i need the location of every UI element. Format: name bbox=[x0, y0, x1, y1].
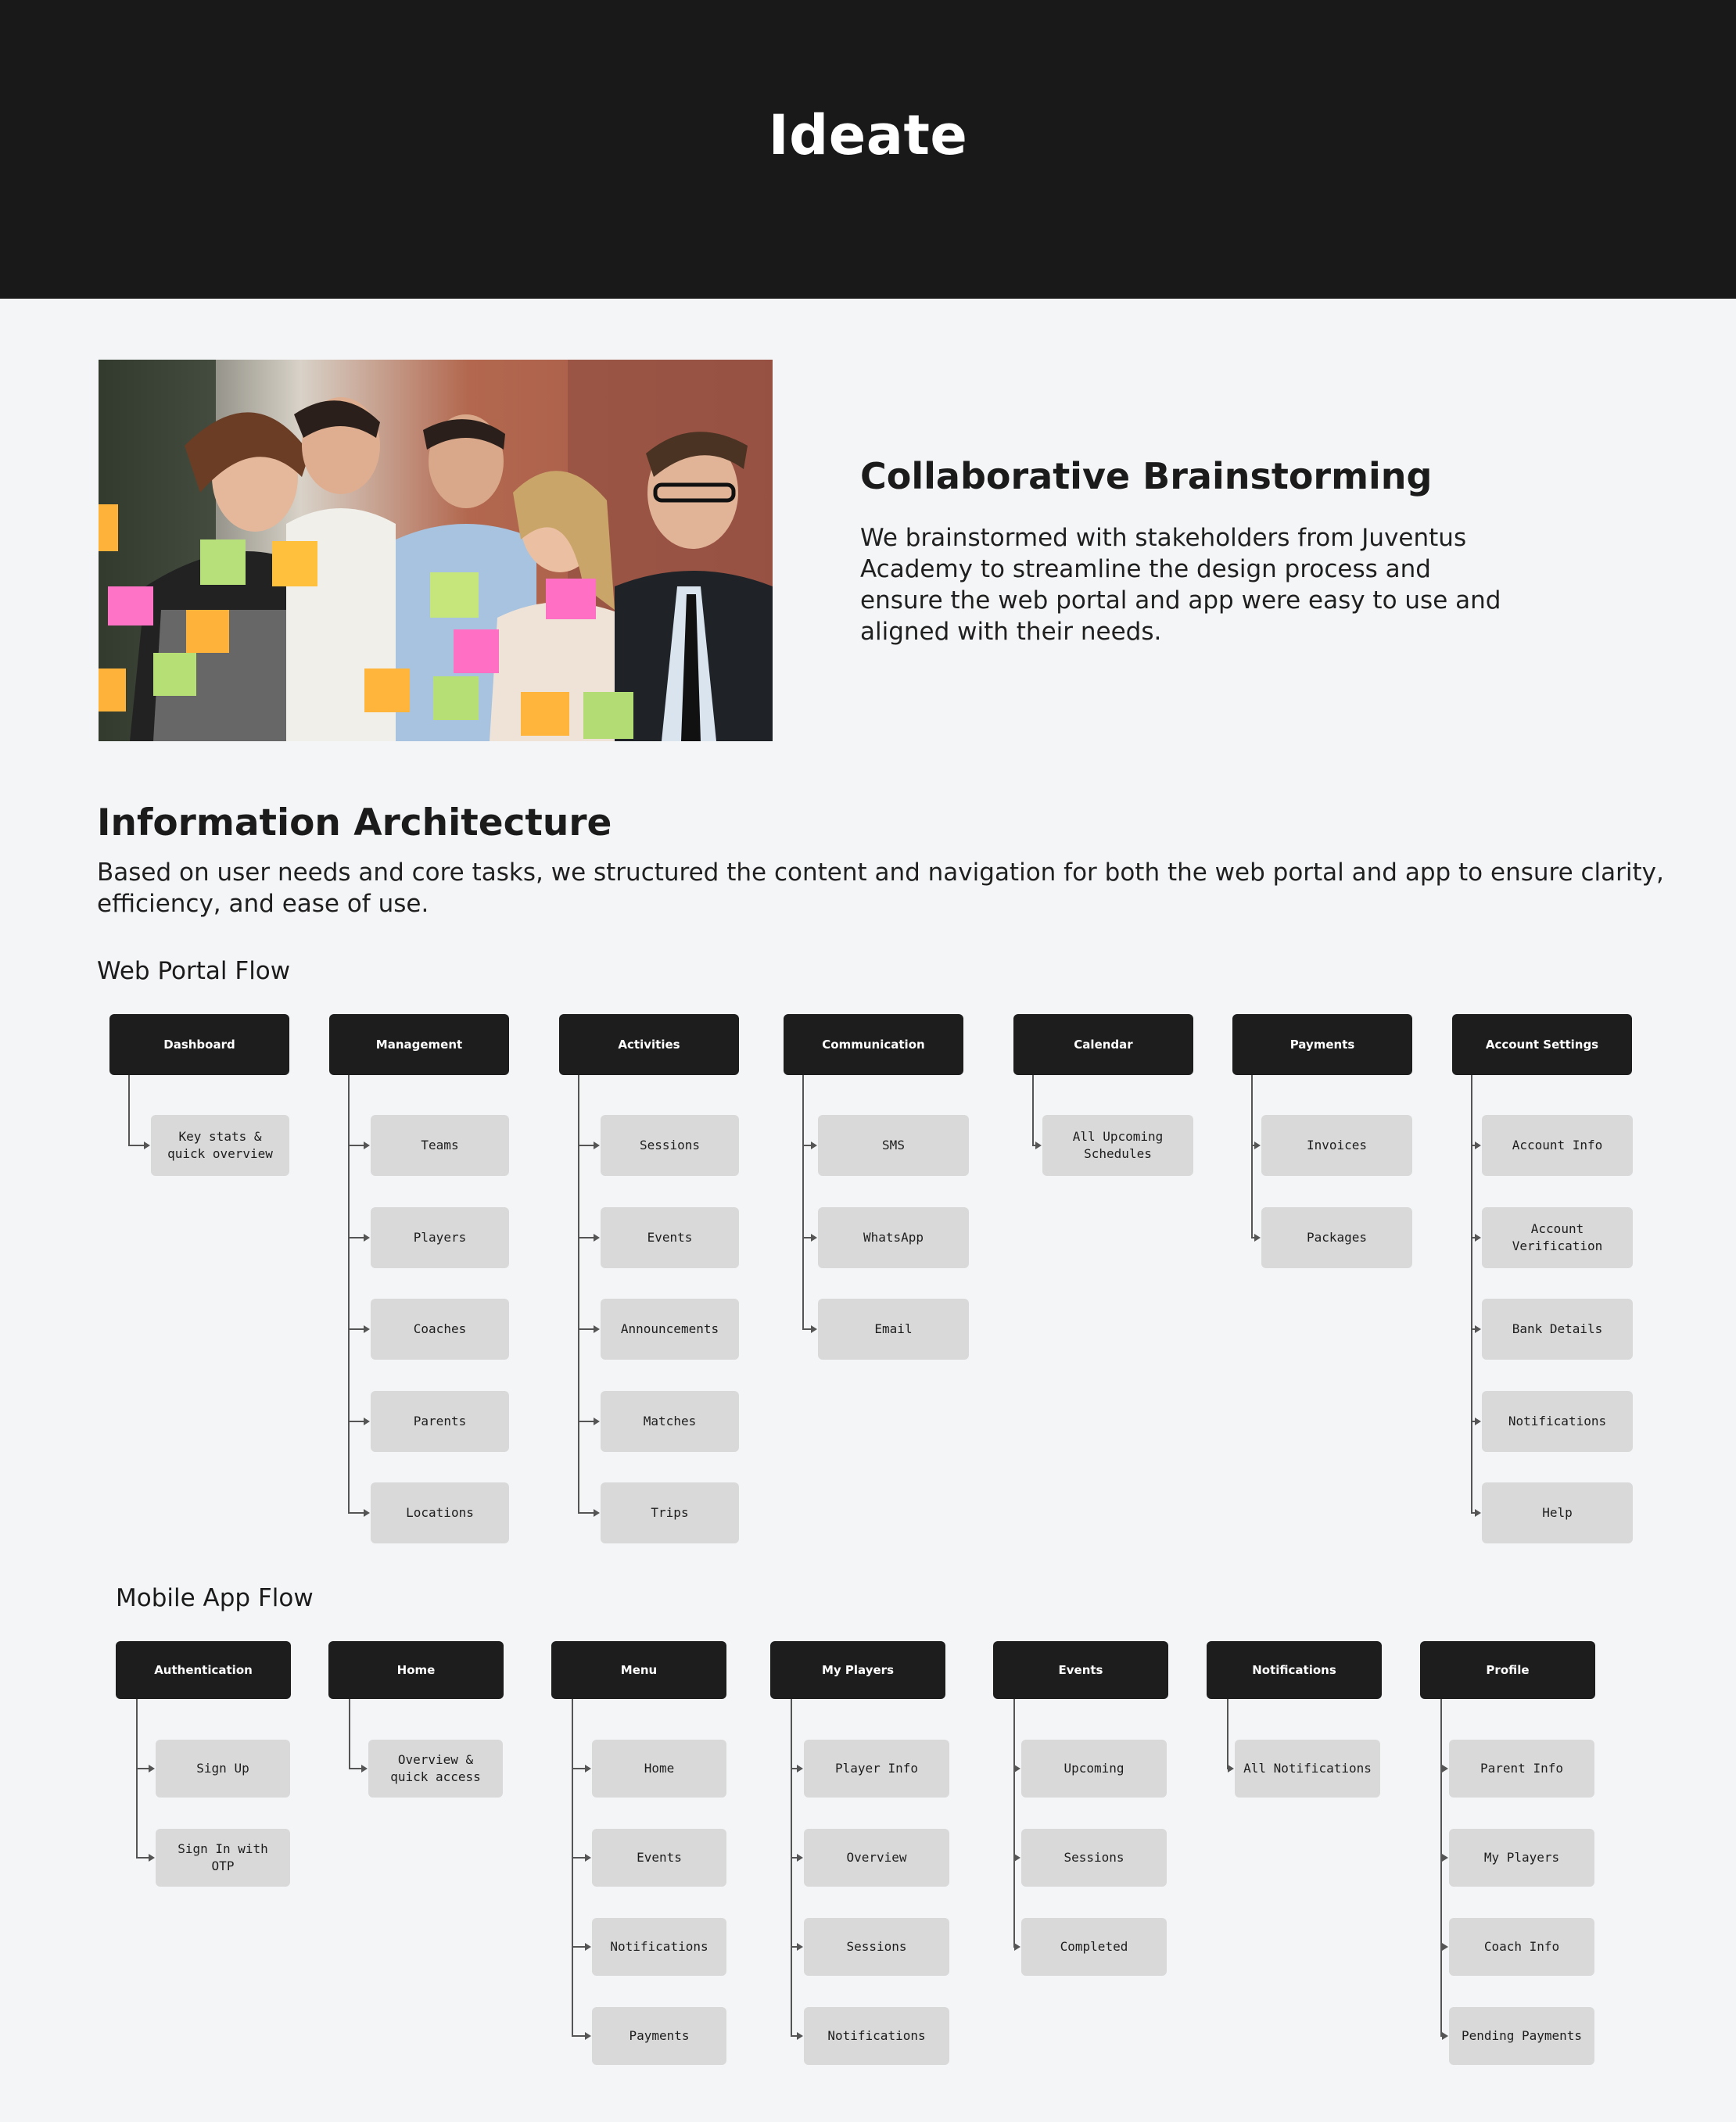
arrow-icon bbox=[811, 1234, 817, 1242]
flow-header-payments: Payments bbox=[1232, 1014, 1412, 1075]
flow-header-activities: Activities bbox=[559, 1014, 739, 1075]
flow-node-payments: Payments bbox=[592, 2007, 726, 2065]
connector-line bbox=[1013, 1699, 1015, 1948]
flow-node-email: Email bbox=[818, 1299, 969, 1360]
arrow-icon bbox=[149, 1854, 155, 1862]
connector-line bbox=[128, 1075, 130, 1146]
connector-branch bbox=[572, 1857, 586, 1859]
connector-line bbox=[1227, 1699, 1228, 1769]
flow-node-account-info: Account Info bbox=[1482, 1115, 1633, 1176]
arrow-icon bbox=[585, 1854, 591, 1862]
connector-line bbox=[1032, 1075, 1034, 1146]
flow-node-overview: Overview bbox=[804, 1829, 949, 1887]
connector-line bbox=[802, 1075, 804, 1330]
arrow-icon bbox=[1442, 1765, 1448, 1773]
arrow-icon bbox=[1475, 1325, 1481, 1333]
connector-branch bbox=[572, 1946, 586, 1948]
mobile-flow-title: Mobile App Flow bbox=[116, 1584, 314, 1612]
arrow-icon bbox=[1442, 1943, 1448, 1951]
flow-header-communication: Communication bbox=[784, 1014, 963, 1075]
flow-header-home: Home bbox=[328, 1641, 504, 1699]
connector-branch bbox=[136, 1768, 149, 1769]
connector-branch bbox=[572, 1768, 586, 1769]
ia-description: Based on user needs and core tasks, we structured the content and navigation for both the web portal and app to ensure clarity, efficiency, and ease of use. bbox=[97, 858, 1664, 918]
flow-node-players: Players bbox=[371, 1207, 509, 1268]
flow-node-announcements: Announcements bbox=[601, 1299, 739, 1360]
flow-node-trips: Trips bbox=[601, 1482, 739, 1543]
connector-line bbox=[1440, 1699, 1442, 2037]
arrow-icon bbox=[1475, 1509, 1481, 1517]
flow-node-upcoming: Upcoming bbox=[1021, 1740, 1167, 1798]
flow-node-key-stats-quick-overview: Key stats & quick overview bbox=[151, 1115, 289, 1176]
arrow-icon bbox=[811, 1325, 817, 1333]
flow-node-my-players: My Players bbox=[1449, 1829, 1594, 1887]
arrow-icon bbox=[797, 1765, 803, 1773]
flow-node-events: Events bbox=[601, 1207, 739, 1268]
collab-title: Collaborative Brainstorming bbox=[860, 455, 1433, 497]
connector-line bbox=[791, 1699, 792, 2037]
flow-node-invoices: Invoices bbox=[1261, 1115, 1412, 1176]
connector-line bbox=[578, 1075, 579, 1514]
arrow-icon bbox=[364, 1142, 370, 1149]
page-title: Ideate bbox=[768, 103, 968, 167]
flow-header-authentication: Authentication bbox=[116, 1641, 291, 1699]
flow-node-sessions: Sessions bbox=[804, 1918, 949, 1976]
arrow-icon bbox=[594, 1509, 600, 1517]
flow-node-parents: Parents bbox=[371, 1391, 509, 1452]
arrow-icon bbox=[585, 1765, 591, 1773]
connector-branch bbox=[578, 1145, 594, 1146]
flow-node-sessions: Sessions bbox=[601, 1115, 739, 1176]
web-flow-title: Web Portal Flow bbox=[97, 957, 291, 985]
arrow-icon bbox=[594, 1234, 600, 1242]
flow-node-locations: Locations bbox=[371, 1482, 509, 1543]
flow-header-events: Events bbox=[993, 1641, 1168, 1699]
flow-node-coaches: Coaches bbox=[371, 1299, 509, 1360]
arrow-icon bbox=[1254, 1234, 1261, 1242]
flow-node-pending-payments: Pending Payments bbox=[1449, 2007, 1594, 2065]
arrow-icon bbox=[1254, 1142, 1261, 1149]
arrow-icon bbox=[1228, 1765, 1234, 1773]
arrow-icon bbox=[1475, 1142, 1481, 1149]
flow-node-sign-up: Sign Up bbox=[156, 1740, 290, 1798]
arrow-icon bbox=[144, 1142, 150, 1149]
arrow-icon bbox=[1442, 2032, 1448, 2040]
flow-node-events: Events bbox=[592, 1829, 726, 1887]
connector-branch bbox=[578, 1512, 594, 1514]
arrow-icon bbox=[811, 1142, 817, 1149]
arrow-icon bbox=[361, 1765, 368, 1773]
connector-branch bbox=[348, 1421, 364, 1422]
arrow-icon bbox=[1014, 1765, 1020, 1773]
flow-header-account-settings: Account Settings bbox=[1452, 1014, 1632, 1075]
flow-node-sessions: Sessions bbox=[1021, 1829, 1167, 1887]
flow-node-sign-in-with-otp: Sign In with OTP bbox=[156, 1829, 290, 1887]
arrow-icon bbox=[797, 2032, 803, 2040]
connector-branch bbox=[348, 1237, 364, 1238]
brainstorm-photo bbox=[99, 360, 773, 741]
arrow-icon bbox=[594, 1418, 600, 1425]
connector-branch bbox=[572, 2035, 586, 2037]
flow-node-notifications: Notifications bbox=[592, 1918, 726, 1976]
connector-line bbox=[349, 1699, 350, 1769]
arrow-icon bbox=[149, 1765, 155, 1773]
arrow-icon bbox=[364, 1509, 370, 1517]
flow-node-coach-info: Coach Info bbox=[1449, 1918, 1594, 1976]
hero-banner bbox=[0, 0, 1736, 299]
flow-header-notifications: Notifications bbox=[1207, 1641, 1382, 1699]
flow-node-parent-info: Parent Info bbox=[1449, 1740, 1594, 1798]
arrow-icon bbox=[1014, 1854, 1020, 1862]
arrow-icon bbox=[797, 1943, 803, 1951]
flow-node-home: Home bbox=[592, 1740, 726, 1798]
flow-header-calendar: Calendar bbox=[1013, 1014, 1193, 1075]
arrow-icon bbox=[364, 1234, 370, 1242]
connector-branch bbox=[578, 1237, 594, 1238]
arrow-icon bbox=[1475, 1234, 1481, 1242]
connector-branch bbox=[349, 1768, 362, 1769]
arrow-icon bbox=[797, 1854, 803, 1862]
flow-node-help: Help bbox=[1482, 1482, 1633, 1543]
arrow-icon bbox=[585, 2032, 591, 2040]
flow-header-my-players: My Players bbox=[770, 1641, 945, 1699]
ia-title: Information Architecture bbox=[97, 801, 612, 844]
flow-node-account-verification: Account Verification bbox=[1482, 1207, 1633, 1268]
connector-branch bbox=[348, 1145, 364, 1146]
arrow-icon bbox=[585, 1943, 591, 1951]
connector-line bbox=[1471, 1075, 1472, 1514]
flow-node-teams: Teams bbox=[371, 1115, 509, 1176]
connector-line bbox=[1251, 1075, 1253, 1238]
flow-node-sms: SMS bbox=[818, 1115, 969, 1176]
flow-node-all-upcoming-schedules: All Upcoming Schedules bbox=[1042, 1115, 1193, 1176]
arrow-icon bbox=[594, 1142, 600, 1149]
flow-header-profile: Profile bbox=[1420, 1641, 1595, 1699]
flow-header-menu: Menu bbox=[551, 1641, 726, 1699]
flow-node-all-notifications: All Notifications bbox=[1235, 1740, 1380, 1798]
connector-branch bbox=[348, 1328, 364, 1330]
connector-line bbox=[348, 1075, 350, 1514]
flow-node-packages: Packages bbox=[1261, 1207, 1412, 1268]
arrow-icon bbox=[1442, 1854, 1448, 1862]
flow-node-bank-details: Bank Details bbox=[1482, 1299, 1633, 1360]
arrow-icon bbox=[594, 1325, 600, 1333]
arrow-icon bbox=[364, 1418, 370, 1425]
connector-branch bbox=[348, 1512, 364, 1514]
flow-node-matches: Matches bbox=[601, 1391, 739, 1452]
flow-header-dashboard: Dashboard bbox=[109, 1014, 289, 1075]
connector-branch bbox=[136, 1857, 149, 1859]
connector-branch bbox=[578, 1421, 594, 1422]
flow-header-management: Management bbox=[329, 1014, 509, 1075]
flow-node-overview-quick-access: Overview & quick access bbox=[368, 1740, 503, 1798]
connector-line bbox=[572, 1699, 573, 2037]
connector-branch bbox=[128, 1145, 145, 1146]
flow-node-notifications: Notifications bbox=[1482, 1391, 1633, 1452]
flow-node-completed: Completed bbox=[1021, 1918, 1167, 1976]
arrow-icon bbox=[1475, 1418, 1481, 1425]
arrow-icon bbox=[1035, 1142, 1042, 1149]
flow-node-player-info: Player Info bbox=[804, 1740, 949, 1798]
connector-branch bbox=[578, 1328, 594, 1330]
flow-node-notifications: Notifications bbox=[804, 2007, 949, 2065]
connector-line bbox=[136, 1699, 138, 1859]
arrow-icon bbox=[364, 1325, 370, 1333]
flow-node-whatsapp: WhatsApp bbox=[818, 1207, 969, 1268]
arrow-icon bbox=[1014, 1943, 1020, 1951]
collab-description: We brainstormed with stakeholders from Juventus Academy to streamline the design process and ensure the web portal and app were easy to use and aligned with their needs. bbox=[860, 524, 1501, 646]
